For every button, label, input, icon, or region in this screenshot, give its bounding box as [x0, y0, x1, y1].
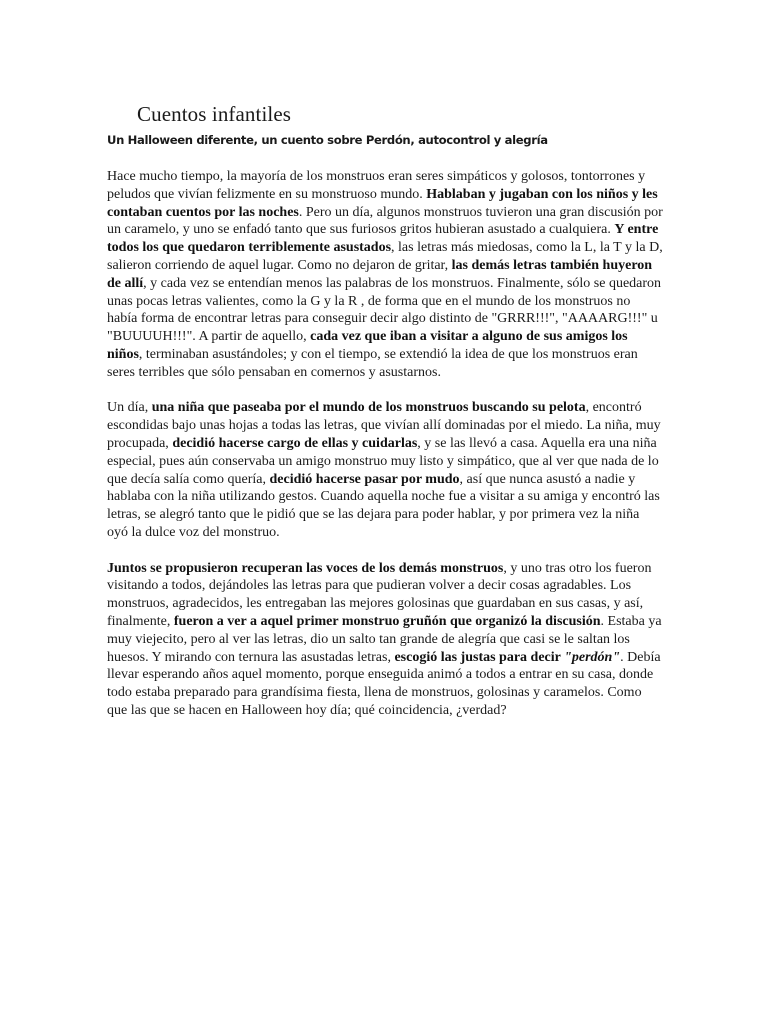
page-title: Cuentos infantiles	[137, 102, 292, 126]
text-run: , terminaban asustándoles; y con el tiempo, se extendió la idea de que los monstruos eran seres terribles que sólo pensaban en comernos y asustarnos.	[107, 346, 638, 380]
text-run: . Estaba ya muy viejecito, pero al ver las letras, dio un salto tan grande de alegría que casi se le saltan los huesos. Y mirando con ternura las asustadas letras,	[107, 613, 662, 665]
bold-phrase: Juntos se propusieron recuperan las voces de los demás monstruos	[107, 560, 504, 576]
text-run: . Pero un día, algunos monstruos tuvieron una gran discusión por un caramelo, y uno se enfadó tanto que sus furiosos gritos hubieran asustado a cualquiera.	[107, 204, 663, 238]
text-run: Hace mucho tiempo, la mayoría de los monstruos eran seres simpáticos y golosos, tontorrones y peludos que vivían felizmente en su monstruoso mundo.	[107, 169, 646, 202]
bold-phrase	[564, 650, 620, 665]
text-run: , encontró escondidas bajo unas hojas a todas las letras, que vivían allí dominadas por el miedo. La niña, muy procupada,	[107, 400, 661, 451]
italic-phrase: "perdón"	[564, 649, 621, 665]
text-run: , las letras más miedosas, como la L, la T y la D, salieron corriendo de aquel lugar. Como no dejaron de gritar,	[107, 240, 663, 273]
story-paragraph	[107, 399, 663, 541]
page-subtitle: Un Halloween diferente, un cuento sobre Perdón, autocontrol y alegría	[107, 133, 548, 147]
bold-phrase: cada vez que iban a visitar a alguno de sus amigos los niños	[107, 329, 628, 362]
bold-phrase: una niña que paseaba por el mundo de los monstruos buscando su pelota	[151, 400, 586, 416]
text-run: , y uno tras otro los fueron visitando a todos, dejándoles las letras para que pudieran volver a decir cosas agradables. Los monstruos, agradecidos, les entregaban las mejores golosinas que guardaban en sus casas, y así, finalmente,	[107, 560, 652, 629]
text-run: , y cada vez se entendían menos las palabras de los monstruos. Finalmente, sólo se quedaron unas pocas letras valientes, como la G y la R , de forma que en el mundo de los monstruos no había forma de encontrar letras para conseguir decir algo distinto de "GRRR!!!", "AAAARG!!!" u "BUUUUH!!!". A partir de aquello,	[107, 275, 662, 345]
bold-phrase: las demás letras también huyeron de allí	[107, 257, 653, 291]
bold-phrase: escogió las justas para decir	[394, 649, 565, 665]
bold-phrase: fueron a ver a aquel primer monstruo gruñón que organizó la discusión	[173, 613, 601, 629]
story-paragraph	[107, 560, 663, 720]
bold-phrase: Y entre todos los que quedaron terriblemente asustados	[107, 222, 659, 256]
bold-phrase: decidió hacerse cargo de ellas y cuidarlas	[172, 435, 418, 451]
text-run: Un día,	[107, 400, 152, 416]
story-body	[107, 168, 663, 738]
text-run: . Debía llevar esperando años aquel momento, porque enseguida animó a todos a entrar en su casa, donde todo estaba preparado para grandísima fiesta, llena de monstruos, golosinas y caramelos. Como que las que se hacen en Halloween hoy día; qué coincidencia, ¿verdad?	[107, 649, 661, 718]
text-run: , y se las llevó a casa. Aquella era una niña especial, pues aún conservaba un amigo monstruo muy listo y simpático, que al ver que nada de lo que decía salía como quería,	[107, 435, 659, 487]
bold-phrase: decidió hacerse pasar por mudo	[269, 471, 460, 487]
story-paragraph	[107, 168, 663, 382]
bold-phrase: Hablaban y jugaban con los niños y les contaban cuentos por las noches	[107, 186, 658, 220]
text-run: , así que nunca asustó a nadie y hablaba con la niña utilizando gestos. Cuando aquella noche fue a visitar a su amiga y encontró las letras, se alegró tanto que le pidió que se las dejara para poder hablar, y por primera vez la niña oyó la dulce voz del monstruo.	[107, 471, 660, 540]
